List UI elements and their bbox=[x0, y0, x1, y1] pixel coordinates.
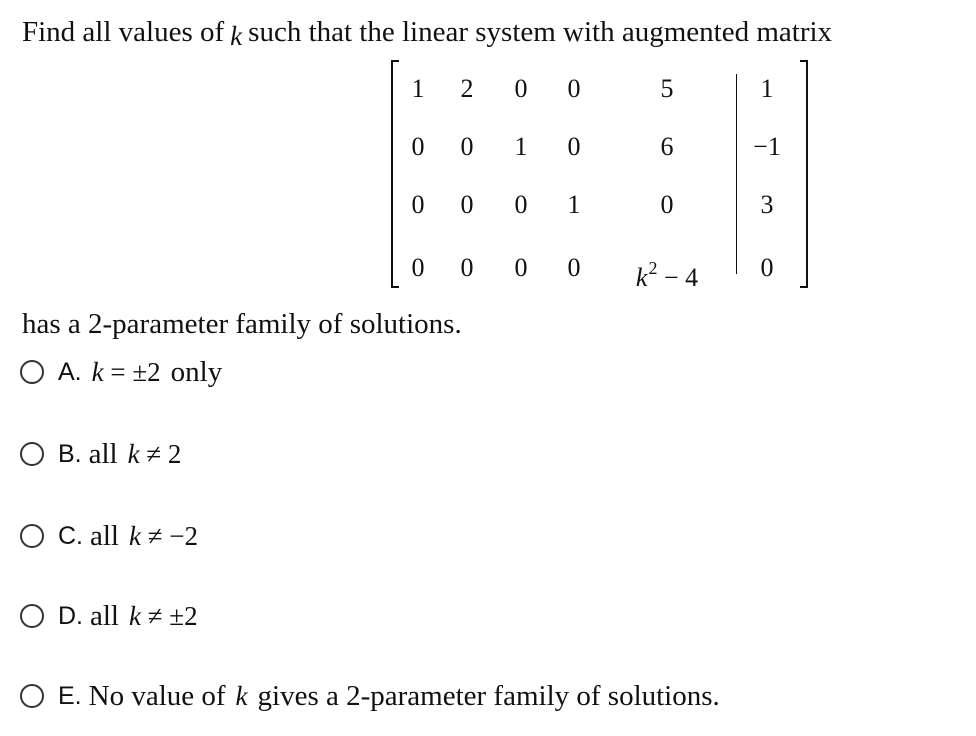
matrix-cell: 0 bbox=[460, 132, 474, 161]
matrix-cell: 0 bbox=[411, 132, 425, 161]
matrix-cell: 0 bbox=[760, 253, 774, 282]
matrix-cell: 0 bbox=[460, 253, 474, 282]
question-prompt bbox=[22, 14, 832, 50]
matrix-cell: 1 bbox=[760, 74, 774, 103]
option-prefix: No value of bbox=[88, 679, 226, 712]
matrix-cell-k-squared-minus-4 bbox=[617, 253, 717, 293]
option-letter: A. bbox=[58, 357, 82, 386]
option-suffix: only bbox=[170, 355, 223, 388]
matrix-cell: −1 bbox=[753, 132, 781, 161]
matrix-cell: 3 bbox=[760, 190, 774, 219]
question-condition: has a 2-parameter family of solutions. bbox=[22, 308, 462, 340]
option-prefix: all bbox=[90, 519, 119, 552]
matrix-cell: 0 bbox=[411, 190, 425, 219]
augmented-matrix bbox=[391, 60, 808, 292]
matrix-cell: 0 bbox=[460, 190, 474, 219]
matrix-cell: 0 bbox=[514, 190, 528, 219]
matrix-cell: 0 bbox=[567, 74, 581, 103]
option-math: k = ±2 bbox=[91, 356, 161, 387]
option-math: k bbox=[235, 680, 248, 711]
option-letter: C. bbox=[58, 521, 83, 550]
matrix-expression-rest: − 4 bbox=[663, 263, 699, 292]
matrix-cell: 0 bbox=[567, 253, 581, 282]
matrix-cell: 5 bbox=[660, 74, 674, 103]
option-prefix: all bbox=[88, 437, 118, 470]
matrix-right-bracket bbox=[800, 60, 808, 288]
option-math: k ≠ ±2 bbox=[129, 600, 198, 631]
prompt-variable-k: k bbox=[230, 21, 243, 51]
matrix-cell: 1 bbox=[567, 190, 581, 219]
matrix-cell: 6 bbox=[660, 132, 674, 161]
option-d[interactable] bbox=[20, 596, 198, 636]
matrix-cell: 0 bbox=[567, 132, 581, 161]
matrix-exponent: 2 bbox=[648, 258, 658, 278]
option-c[interactable] bbox=[20, 516, 198, 556]
option-a[interactable] bbox=[20, 352, 222, 392]
matrix-cell: 0 bbox=[660, 190, 674, 219]
option-letter: B. bbox=[58, 439, 82, 468]
option-suffix: gives a 2-parameter family of solutions. bbox=[257, 679, 720, 712]
matrix-cell: 0 bbox=[514, 74, 528, 103]
radio-button-a[interactable] bbox=[20, 360, 44, 384]
radio-button-e[interactable] bbox=[20, 684, 44, 708]
matrix-cell: 2 bbox=[460, 74, 474, 103]
option-prefix: all bbox=[90, 599, 119, 632]
radio-button-d[interactable] bbox=[20, 604, 44, 628]
matrix-cell: 1 bbox=[411, 74, 425, 103]
option-letter: D. bbox=[58, 601, 83, 630]
prompt-text-after: such that the linear system with augmented matrix bbox=[248, 16, 833, 48]
radio-button-b[interactable] bbox=[20, 442, 44, 466]
matrix-variable-k: k bbox=[635, 263, 648, 292]
matrix-cell: 1 bbox=[514, 132, 528, 161]
option-e[interactable] bbox=[20, 676, 720, 716]
prompt-text-before: Find all values of bbox=[22, 16, 225, 48]
augment-divider bbox=[736, 74, 737, 274]
option-b[interactable] bbox=[20, 434, 181, 474]
radio-button-c[interactable] bbox=[20, 524, 44, 548]
matrix-cell: 0 bbox=[514, 253, 528, 282]
option-math: k ≠ 2 bbox=[127, 438, 182, 469]
matrix-cell: 0 bbox=[411, 253, 425, 282]
option-math: k ≠ −2 bbox=[129, 520, 199, 551]
option-letter: E. bbox=[58, 681, 82, 710]
